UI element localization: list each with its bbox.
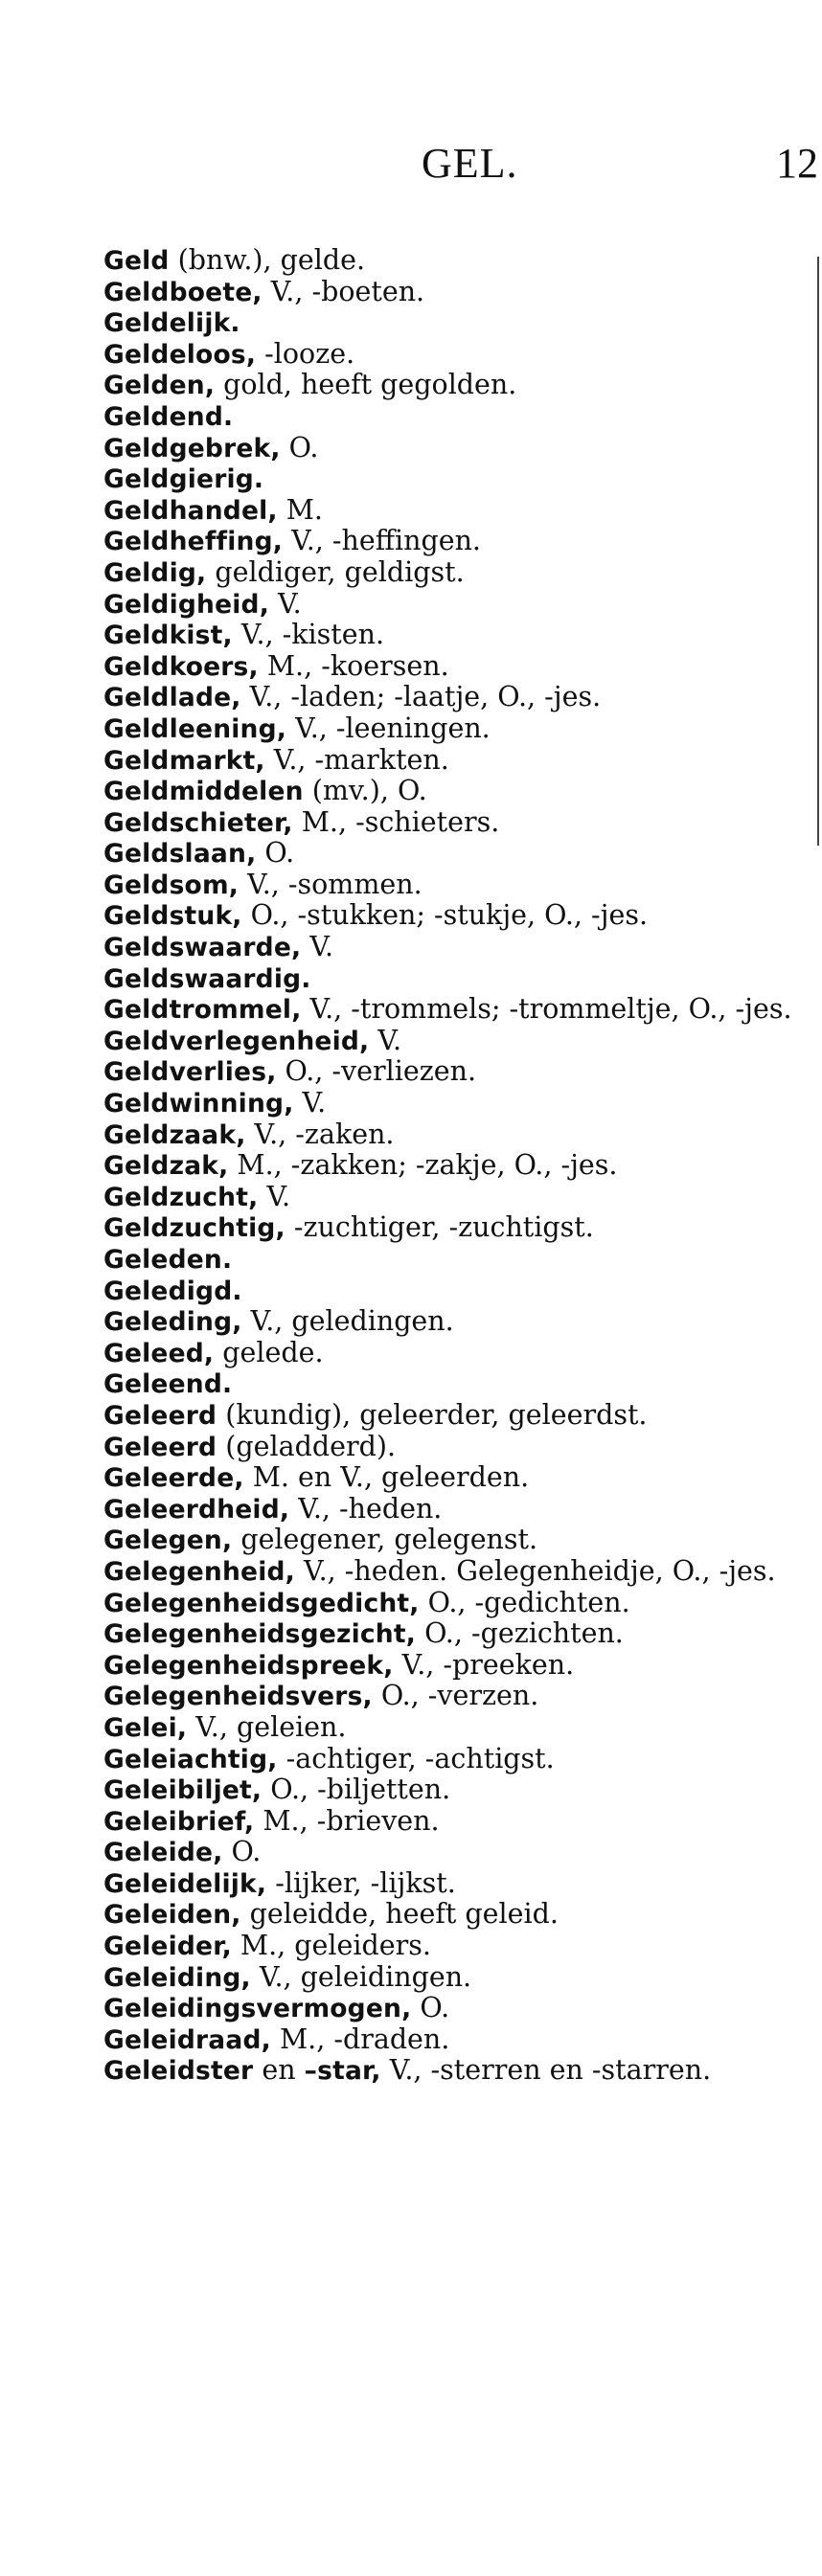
- entry-headword: Gelegenheid,: [103, 1556, 295, 1587]
- dictionary-entry: [103, 1744, 805, 1775]
- entry-headword: Geleerdheid,: [103, 1494, 290, 1525]
- entry-headword: Geldverlegenheid,: [103, 1026, 370, 1056]
- dictionary-entry: [103, 1681, 805, 1712]
- entry-headword: Geleidingsvermogen,: [103, 1994, 412, 2024]
- dictionary-entry: [103, 620, 805, 651]
- dictionary-entry: [103, 1993, 805, 2024]
- dictionary-entry: [103, 1276, 805, 1307]
- entry-headword: Geldwinning,: [103, 1089, 294, 1119]
- entry-definition: V., geledingen.: [241, 1305, 454, 1338]
- dictionary-entry: [103, 651, 805, 683]
- entry-definition: -looze.: [256, 337, 355, 370]
- dictionary-entry: [103, 1400, 805, 1432]
- entry-headword: Geldig,: [103, 557, 207, 588]
- entry-headword: Geld: [103, 246, 170, 276]
- dictionary-entry: [103, 776, 805, 807]
- entry-headword: Geleibiljet,: [103, 1775, 263, 1806]
- entry-headword: Geleiding,: [103, 1962, 251, 1993]
- entry-headword: Geleide,: [103, 1838, 223, 1868]
- entry-definition: -lijker, -lijkst.: [266, 1866, 456, 1899]
- dictionary-entry: [103, 2055, 805, 2087]
- entry-definition: gold, heeft gegolden.: [215, 369, 517, 401]
- entry-definition: geldiger, geldigst.: [206, 555, 465, 588]
- dictionary-entry: [103, 277, 805, 308]
- entry-definition: gelede.: [214, 1336, 324, 1368]
- entry-definition: V., -kisten.: [232, 619, 385, 651]
- entry-definition: O.: [280, 431, 319, 463]
- entry-definition: V., geleien.: [187, 1710, 347, 1743]
- dictionary-entry: [103, 994, 805, 1026]
- entry-headword: Geldend.: [103, 401, 234, 432]
- dictionary-entry: [103, 682, 805, 713]
- dictionary-entry: [103, 963, 805, 995]
- entry-definition: V., -zaken.: [245, 1118, 395, 1150]
- entry-definition: V., -laden; -laatje, O., -jes.: [240, 681, 602, 713]
- dictionary-entry: [103, 339, 805, 371]
- dictionary-entry: [103, 495, 805, 527]
- entry-definition: V.: [293, 1087, 327, 1119]
- dictionary-entry: [103, 2024, 805, 2056]
- entry-definition: M., -brieven.: [254, 1804, 440, 1837]
- entry-definition: V.: [301, 931, 333, 963]
- dictionary-entry: [103, 1837, 805, 1868]
- dictionary-entry: [103, 713, 805, 745]
- entry-headword: Geldgebrek,: [103, 433, 281, 463]
- dictionary-entry: [103, 1588, 805, 1619]
- entry-definition: V.: [269, 587, 302, 620]
- entry-definition: M. en V., geleerden.: [243, 1461, 530, 1494]
- dictionary-entry: [103, 1712, 805, 1744]
- entry-headword: Geleerd: [103, 1400, 217, 1431]
- entry-headword: Geldgierig.: [103, 464, 264, 495]
- entry-definition: geleidde, heeft geleid.: [240, 1898, 559, 1931]
- dictionary-entry: [103, 1088, 805, 1119]
- dictionary-entry: [103, 589, 805, 621]
- entry-headword: Geleidelijk,: [103, 1868, 267, 1899]
- entry-headword: Geleider,: [103, 1932, 232, 1962]
- entry-headword: Geldstuk,: [103, 901, 242, 932]
- entry-headword: Geldmiddelen: [103, 777, 304, 807]
- entry-headword: Geleidster: [103, 2056, 254, 2087]
- dictionary-entry: [103, 463, 805, 495]
- entry-headword: Geleend.: [103, 1369, 233, 1400]
- dictionary-entry: [103, 401, 805, 433]
- entry-definition: O., -stukken; -stukje, O., -jes.: [241, 899, 649, 932]
- entry-definition: V., -sterren en -starren.: [380, 2054, 712, 2087]
- dictionary-entry: [103, 1494, 805, 1525]
- entry-definition: M., -zakken; -zakje, O., -jes.: [228, 1149, 618, 1182]
- entry-headword: Geldswaarde,: [103, 933, 302, 963]
- dictionary-entry: [103, 370, 805, 401]
- dictionary-entry: [103, 1525, 805, 1556]
- dictionary-entry: [103, 1432, 805, 1463]
- entry-definition: O., -gezichten.: [416, 1617, 624, 1650]
- entry-headword: Geleden.: [103, 1245, 233, 1275]
- dictionary-entry: [103, 433, 805, 464]
- dictionary-entry: [103, 1556, 805, 1588]
- dictionary-entry: [103, 1338, 805, 1369]
- entry-headword: Geldkoers,: [103, 651, 259, 682]
- entry-definition: V., -sommen.: [239, 868, 422, 900]
- entry-headword: Geleidraad,: [103, 2024, 271, 2055]
- dictionary-entry: [103, 1056, 805, 1088]
- entry-headword: Gelden,: [103, 371, 216, 401]
- entry-definition: (bnw.), gelde.: [169, 244, 366, 276]
- dictionary-entry: [103, 745, 805, 777]
- entry-headword: Geldlade,: [103, 683, 241, 713]
- entry-definition: O.: [411, 1992, 450, 2024]
- entry-headword: Geldschieter,: [103, 807, 293, 838]
- dictionary-entry: [103, 1806, 805, 1838]
- entry-definition: M.: [277, 493, 323, 526]
- dictionary-entry: [103, 1931, 805, 1962]
- entry-headword: Geldtrommel,: [103, 995, 302, 1026]
- entry-definition: M., -schieters.: [292, 805, 500, 838]
- entry-definition: V., -heffingen.: [283, 525, 481, 557]
- entry-headword: Geldkist,: [103, 621, 233, 651]
- entry-definition: (geladderd).: [217, 1430, 396, 1462]
- dictionary-entry: [103, 1368, 805, 1400]
- entry-definition: O., -biljetten.: [262, 1774, 451, 1806]
- dictionary-entry: [103, 932, 805, 963]
- dictionary-entry: [103, 1962, 805, 1994]
- column-rule: [817, 257, 819, 846]
- entry-headword: Gelegenheidsvers,: [103, 1682, 373, 1712]
- entry-definition: M., -koersen.: [258, 649, 449, 682]
- entry-definition: (kundig), geleerder, geleerdst.: [217, 1398, 648, 1431]
- entry-headword: Geleerd: [103, 1432, 217, 1462]
- dictionary-entry: [103, 1306, 805, 1338]
- dictionary-entry: [103, 1212, 805, 1244]
- page-header: [0, 139, 822, 196]
- entry-definition: O.: [256, 837, 295, 870]
- entry-headword: Geleiachtig,: [103, 1744, 278, 1774]
- dictionary-entry: [103, 526, 805, 557]
- dictionary-entry: [103, 1868, 805, 1900]
- entry-headword: Geldsom,: [103, 870, 240, 900]
- entry-definition: V., geleidingen.: [250, 1960, 472, 1993]
- entry-headword-variant: –star,: [304, 2056, 381, 2087]
- entry-definition: V., -heden. Gelegenheidje, O., -jes.: [294, 1554, 776, 1587]
- entry-definition: O.: [222, 1836, 262, 1868]
- entry-headword: Geldslaan,: [103, 839, 257, 870]
- dictionary-entry: [103, 1899, 805, 1931]
- entry-headword: Geldswaardig.: [103, 963, 311, 994]
- entry-headword: Gelegen,: [103, 1525, 233, 1556]
- entry-definition: V.: [369, 1024, 402, 1056]
- entry-headword: Geldzaak,: [103, 1119, 246, 1150]
- dictionary-entry: [103, 1182, 805, 1213]
- entry-headword: Geleibrief,: [103, 1806, 255, 1837]
- entry-definition: V.: [258, 1180, 291, 1212]
- dictionary-entry: [103, 807, 805, 839]
- entry-headword: Gelegenheidsgedicht,: [103, 1588, 420, 1618]
- entry-headword: Geldzucht,: [103, 1182, 259, 1212]
- entry-headword: Geledigd.: [103, 1276, 242, 1306]
- dictionary-entry: [103, 557, 805, 589]
- running-head: GEL.: [422, 140, 518, 187]
- entry-definition: M., -draden.: [270, 2022, 450, 2055]
- dictionary-entry: [103, 900, 805, 932]
- entry-definition: V., -markten.: [264, 743, 449, 776]
- entry-definition: gelegener, gelegenst.: [232, 1524, 538, 1556]
- dictionary-entries: [103, 245, 805, 2087]
- entry-headword: Geldzak,: [103, 1151, 229, 1182]
- page-number: 12: [776, 140, 818, 187]
- entry-definition: O., -verliezen.: [276, 1055, 477, 1088]
- entry-definition: O., -verzen.: [372, 1680, 539, 1712]
- entry-headword: Geldheffing,: [103, 527, 284, 557]
- entry-definition: M., geleiders.: [231, 1930, 431, 1962]
- dictionary-entry: [103, 1119, 805, 1151]
- entry-definition: en: [253, 2054, 305, 2087]
- entry-headword: Geldboete,: [103, 277, 263, 307]
- entry-headword: Geldleening,: [103, 713, 287, 744]
- dictionary-entry: [103, 1774, 805, 1806]
- dictionary-entry: [103, 1026, 805, 1057]
- dictionary-entry: [103, 307, 805, 339]
- dictionary-entry: [103, 870, 805, 901]
- entry-definition: (mv.), O.: [303, 775, 427, 807]
- entry-definition: -zuchtiger, -zuchtigst.: [285, 1211, 594, 1244]
- entry-headword: Geldigheid,: [103, 589, 269, 620]
- entry-headword: Geleed,: [103, 1338, 215, 1368]
- entry-definition: V., -heden.: [289, 1492, 443, 1525]
- dictionary-entry: [103, 1618, 805, 1650]
- entry-headword: Geleding,: [103, 1307, 242, 1338]
- entry-headword: Geldhandel,: [103, 495, 278, 526]
- entry-headword: Geleerde,: [103, 1463, 244, 1494]
- entry-headword: Gelegenheidsgezicht,: [103, 1619, 417, 1650]
- entry-definition: V., -leeningen.: [286, 712, 491, 744]
- entry-headword: Geleiden,: [103, 1900, 241, 1931]
- dictionary-entry: [103, 245, 805, 277]
- entry-headword: Geldeloos,: [103, 339, 257, 370]
- entry-headword: Geldelijk.: [103, 308, 240, 339]
- dictionary-entry: [103, 838, 805, 870]
- dictionary-entry: [103, 1244, 805, 1276]
- entry-definition: O., -gedichten.: [419, 1586, 630, 1618]
- entry-definition: -achtiger, -achtigst.: [277, 1742, 555, 1774]
- entry-definition: V., -preeken.: [393, 1648, 575, 1681]
- dictionary-entry: [103, 1150, 805, 1182]
- entry-headword: Geldmarkt,: [103, 745, 265, 776]
- dictionary-entry: [103, 1650, 805, 1682]
- entry-headword: Gelegenheidspreek,: [103, 1650, 394, 1681]
- entry-headword: Geldzuchtig,: [103, 1213, 285, 1244]
- entry-headword: Gelei,: [103, 1712, 188, 1743]
- dictionary-entry: [103, 1462, 805, 1494]
- entry-headword: Geldverlies,: [103, 1057, 277, 1088]
- entry-definition: V., -trommels; -trommeltje, O., -jes.: [301, 993, 792, 1026]
- entry-definition: V., -boeten.: [262, 275, 425, 307]
